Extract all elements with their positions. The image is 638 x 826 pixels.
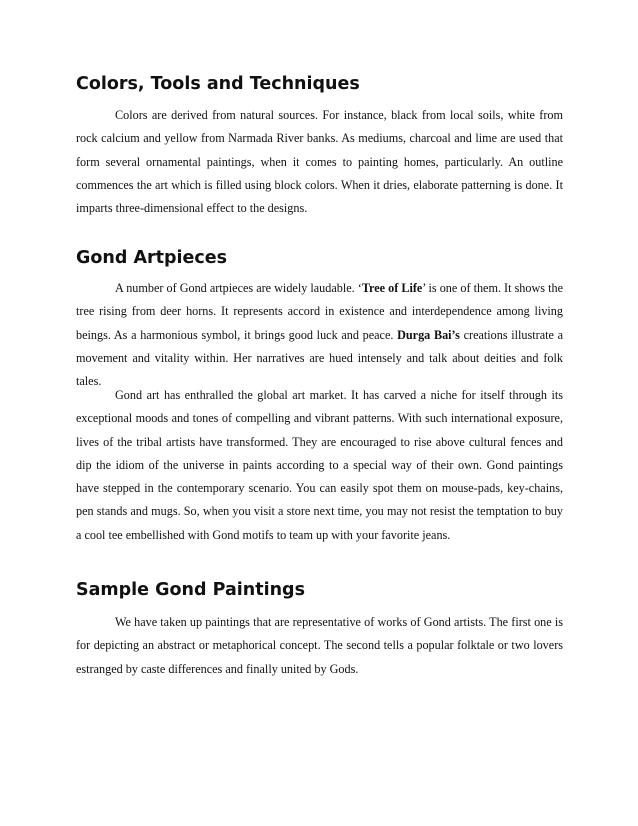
paragraph-colors xyxy=(76,104,563,220)
paragraph-artpieces-2 xyxy=(76,384,563,547)
bold-text-run: Durga Bai’s xyxy=(397,327,460,342)
paragraph-sample-paintings xyxy=(76,611,563,681)
bold-text-run: Tree of Life xyxy=(361,281,423,295)
text-run: We have taken up paintings that are representative of works of Gond artists. The first one is for depicting an abstract or metaphorical concept. The second tells a popular folktale or two lovers estranged by caste differences and finally united by Gods. xyxy=(76,615,563,676)
heading-gond-artpieces: Gond Artpieces xyxy=(76,248,228,268)
heading-colors-tools-techniques: Colors, Tools and Techniques xyxy=(76,74,360,94)
heading-sample-gond-paintings: Sample Gond Paintings xyxy=(76,580,305,600)
text-run: A number of Gond artpieces are widely laudable. ‘ xyxy=(115,281,362,295)
text-run: Gond art has enthralled the global art market. It has carved a niche for itself through its exceptional moods and tones of compelling and vibrant patterns. With such international exposure, lives of the tribal artists have transformed. They are encouraged to rise above cultural fences and dip the idiom of the universe in paints according to a special way of their own. Gond paintings have stepped in the contemporary scenario. You can easily spot them on mouse-pads, key-chains, pen stands and mugs. So, when you visit a store next time, you may not resist the temptation to buy a cool tee embellished with Gond motifs to team up with your favorite jeans. xyxy=(76,388,563,542)
text-run: Colors are derived from natural sources. For instance, black from local soils, white from rock calcium and yellow from Narmada River banks. As mediums, charcoal and lime are used that form several ornamental paintings, when it comes to painting homes, particularly. An outline commences the art which is filled using block colors. When it dries, elaborate patterning is done. It imparts three-dimensional effect to the designs. xyxy=(76,108,563,216)
text-run: creations illustrate a movement and vitality within. Her narratives are hued intensely and talk about deities and folk tales. xyxy=(76,327,564,389)
paragraph-artpieces-1 xyxy=(76,277,563,393)
text-run: ’ is one of them. It shows the tree rising from deer horns. It represents accord in existence and interdependence among living beings. As a harmonious symbol, it brings good luck and peace. xyxy=(76,281,563,342)
